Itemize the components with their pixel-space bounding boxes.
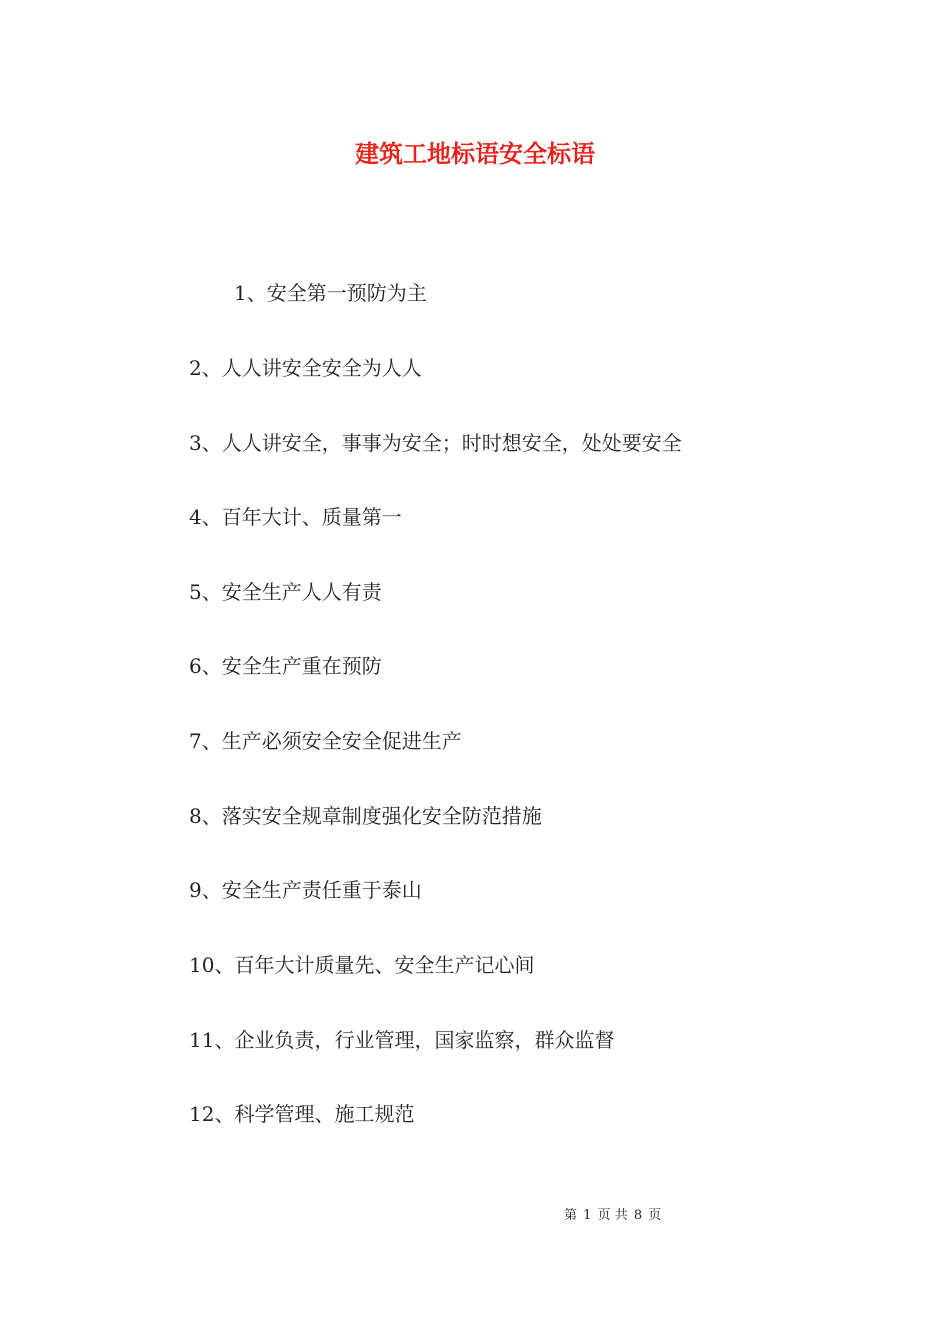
slogan-item-5: 5、安全生产人人有责 [189,580,382,604]
page-label-prefix: 第 [564,1208,578,1223]
slogan-item-4: 4、百年大计、质量第一 [189,505,402,529]
document-title: 建筑工地标语安全标语 [355,139,595,168]
total-pages-number: 8 [633,1208,643,1223]
slogan-item-7: 7、生产必须安全安全促进生产 [189,729,462,753]
slogan-item-10: 10、百年大计质量先、安全生产记心间 [189,953,535,977]
slogan-item-2: 2、人人讲安全安全为人人 [189,356,422,380]
slogan-item-1: 1、安全第一预防为主 [234,281,427,305]
slogan-item-8: 8、落实安全规章制度强化安全防范措施 [189,804,542,828]
current-page-number: 1 [583,1208,592,1223]
slogan-item-12: 12、科学管理、施工规范 [189,1102,415,1126]
slogan-item-11: 11、企业负责，行业管理，国家监察，群众监督 [189,1028,615,1052]
page-number-footer [564,1206,663,1226]
slogan-item-9: 9、安全生产责任重于泰山 [189,878,422,902]
page-label-suffix: 页 [648,1208,662,1223]
page-label-mid: 页 共 [597,1208,628,1223]
slogan-item-3: 3、人人讲安全，事事为安全；时时想安全，处处要安全 [189,431,682,455]
slogan-item-6: 6、安全生产重在预防 [189,654,382,678]
